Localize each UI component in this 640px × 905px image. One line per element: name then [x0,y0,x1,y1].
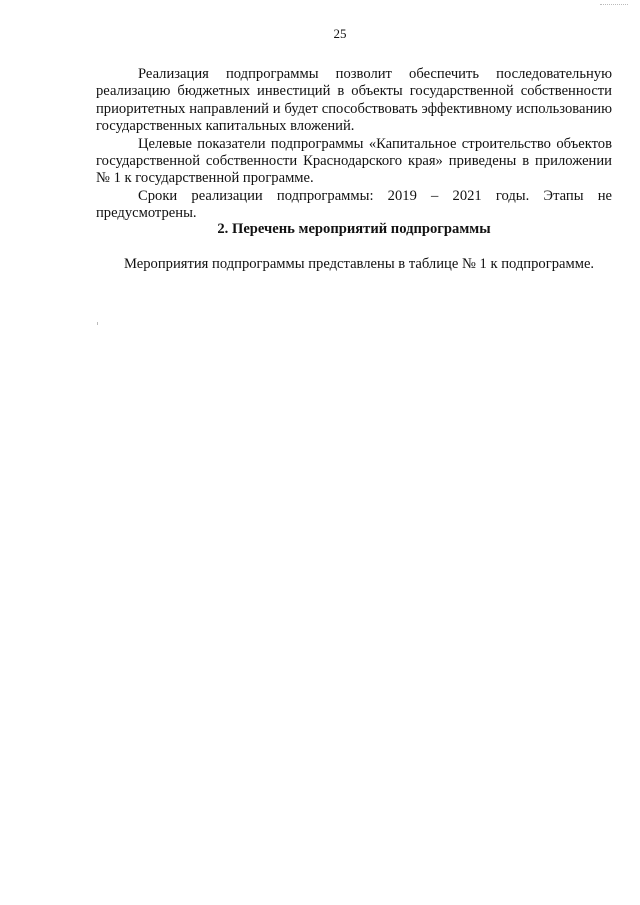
scan-speck [97,322,98,325]
document-body [96,66,612,223]
paragraph-timeline: Сроки реализации подпрограммы: 2019 – 2021 годы. Этапы не предусмотрены. [96,187,612,222]
paragraph-implementation: Реализация подпрограммы позволит обеспечить последовательную реализацию бюджетных инвестиций в объекты государственной собственности приоритетных направлений и будет способствовать эффективному использованию государственных капитальных вложений. [96,66,612,135]
paragraph-activities: Мероприятия подпрограммы представлены в таблице № 1 к подпрограмме. [124,256,595,272]
scan-corner-mark [600,4,628,6]
page-number: 25 [333,26,347,41]
section-heading: 2. Перечень мероприятий подпрограммы [217,221,491,237]
paragraph-target-indicators: Целевые показатели подпрограммы «Капитальное строительство объектов государственной собственности Краснодарского края» приведены в приложении № 1 к государственной программе. [96,135,612,187]
